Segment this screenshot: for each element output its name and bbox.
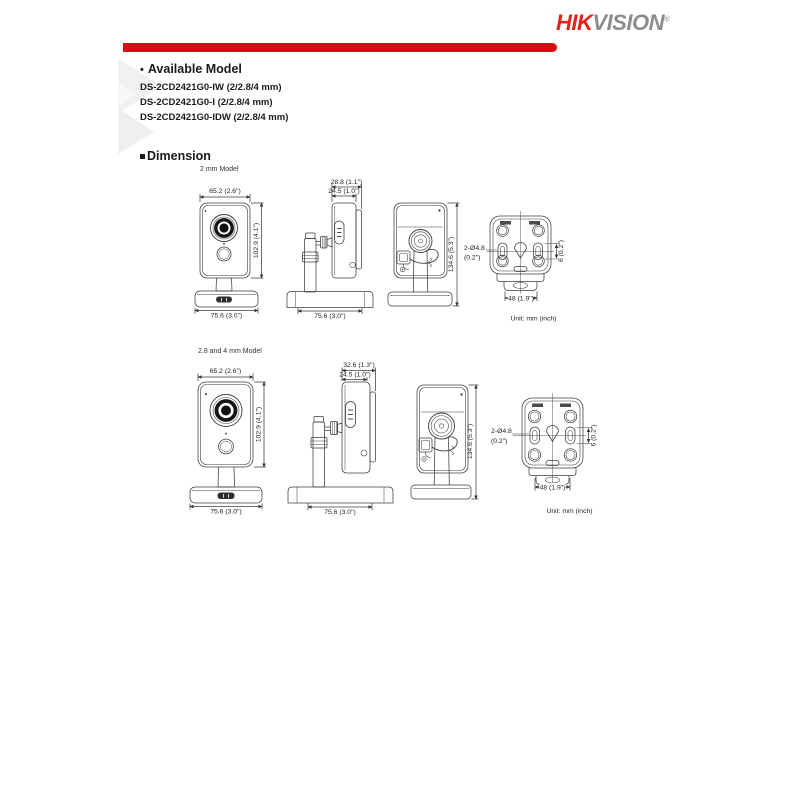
row1-label: 2 mm Model <box>200 166 239 173</box>
camera-lens <box>210 395 242 427</box>
dim-plate-holes: 2-Ø4.8 <box>491 428 512 435</box>
back-view-2.8-4mm <box>411 385 479 499</box>
dim-back-height: 134.6 (5.3") <box>467 423 474 460</box>
model-line: DS-2CD2421G0-IDW (2/2.8/4 mm) <box>140 112 289 123</box>
model-line: DS-2CD2421G0-IW (2/2.8/4 mm) <box>140 82 282 93</box>
mount-joint <box>409 230 432 253</box>
thumbscrew-knob <box>321 237 333 249</box>
dim-plate-holes-inch: (0.2") <box>491 438 508 445</box>
available-model-title: Available Model <box>147 62 242 76</box>
dim-plate-slot: 6 (0.2") <box>590 424 598 447</box>
mount-plate-2mm <box>464 211 565 303</box>
thumbscrew-knob <box>331 422 343 435</box>
side-view-2mm <box>287 179 373 320</box>
dim-side-base: 75.6 (3.0") <box>314 313 346 320</box>
dim-side-depth-total: 32.6 (1.3") <box>343 362 375 369</box>
available-model-section <box>140 62 288 125</box>
dim-plate-spacing: 48 (1.9") <box>508 295 534 303</box>
dimension-title: Dimension <box>147 149 211 163</box>
camera-lens <box>211 215 238 242</box>
front-view-2mm <box>195 188 264 320</box>
dim-plate-holes-inch: (0.2") <box>464 254 481 262</box>
dim-front-height: 102.9 (4.1") <box>253 222 260 259</box>
logo-hik: HIK <box>556 10 593 35</box>
dim-side-depth-body: 24.5 (1.0") <box>339 371 371 379</box>
front-view-2.8-4mm <box>190 368 266 516</box>
dim-back-height: 134.6 (5.3") <box>448 236 455 273</box>
logo-vision: VISION <box>592 10 664 35</box>
dim-front-base: 75.6 (3.0") <box>210 508 242 516</box>
dim-side-depth-body: 24.5 (1.0") <box>328 188 360 195</box>
dim-side-base: 75.6 (3.0") <box>324 509 356 516</box>
heading-bullet: • <box>140 64 144 76</box>
pir-sensor <box>219 439 234 454</box>
dimension-drawings-2mm <box>180 160 610 332</box>
hikvision-logo <box>556 10 669 36</box>
model-line: DS-2CD2421G0-I (2/2.8/4 mm) <box>140 97 273 108</box>
dimension-drawings-2.8-4mm <box>180 340 625 520</box>
dim-side-depth-total: 28.8 (1.1") <box>330 179 363 186</box>
available-model-heading <box>140 62 288 76</box>
dim-plate-spacing: 48 (1.9") <box>539 484 566 492</box>
row2-label: 2.8 and 4 mm Model <box>198 348 262 355</box>
unit-note: Unit: mm (inch) <box>510 315 557 323</box>
dim-plate-slot: 6 (0.2") <box>558 239 565 263</box>
pir-sensor <box>217 247 231 261</box>
mount-joint <box>429 413 455 439</box>
dim-front-height: 102.9 (4.1") <box>255 406 263 443</box>
side-view-2.8-4mm <box>288 362 393 516</box>
unit-note: Unit: mm (inch) <box>546 508 593 515</box>
dim-front-width: 65.2 (2.6") <box>209 368 242 375</box>
logo-registered-mark: ® <box>663 14 670 24</box>
back-view-2mm <box>388 203 460 306</box>
dim-plate-holes: 2-Ø4.8 <box>464 245 485 252</box>
dim-front-width: 65.2 (2.6") <box>209 188 241 195</box>
mount-plate-2.8-4mm <box>491 393 598 492</box>
red-divider-bar <box>123 43 557 52</box>
heading-square-bullet <box>140 154 145 159</box>
dim-front-base: 75.6 (3.0") <box>210 312 243 320</box>
